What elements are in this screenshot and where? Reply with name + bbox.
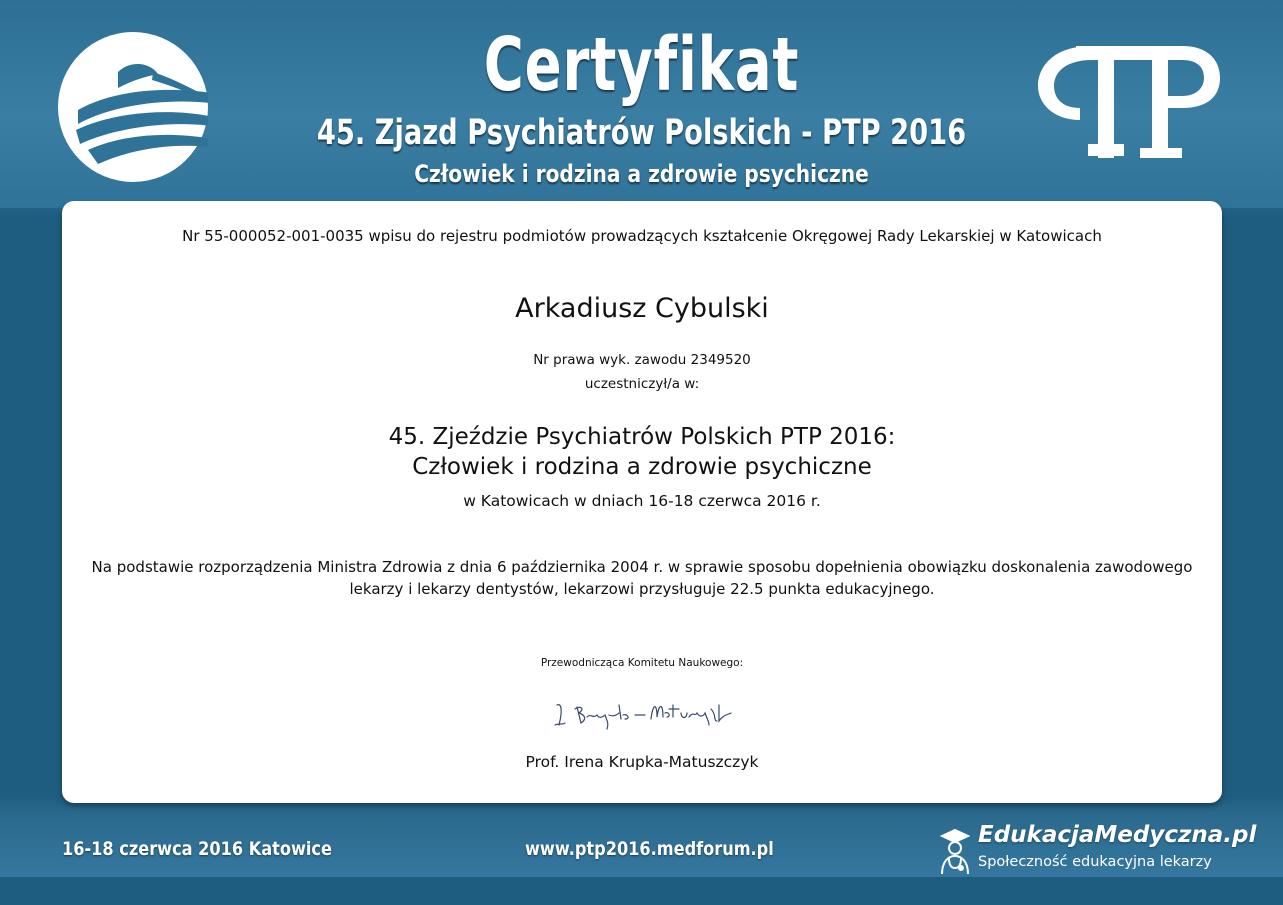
event-name-line: 45. Zjeździe Psychiatrów Polskich PTP 2016: — [388, 424, 896, 450]
legal-basis-line-2: lekarzy i lekarzy dentystów, lekarzowi przysługuje 22.5 punkta edukacyjnego. — [349, 580, 935, 598]
participation-line: uczestniczył/a w: — [584, 376, 700, 392]
brand-name: EdukacjaMedyczna.pl — [978, 822, 1257, 848]
footer-dates-place: 16-18 czerwca 2016 Katowice — [62, 838, 332, 860]
event-dates-line: w Katowicach w dniach 16-18 czerwca 2016 r. — [463, 492, 821, 510]
signer-name: Prof. Irena Krupka-Matuszczyk — [525, 753, 759, 771]
participant-name: Arkadiusz Cybulski — [515, 293, 769, 324]
certificate-card — [62, 201, 1222, 803]
chair-label: Przewodnicząca Komitetu Naukowego: — [540, 657, 744, 669]
edukacja-medyczna-brand[interactable] — [938, 822, 1257, 880]
footer-website-link[interactable]: www.ptp2016.medforum.pl — [525, 838, 774, 860]
brand-tagline: Społeczność edukacyjna lekarzy — [978, 854, 1212, 870]
event-theme-line: Człowiek i rodzina a zdrowie psychiczne — [412, 454, 872, 480]
certificate-title: Certyfikat — [483, 22, 800, 108]
congress-theme: Człowiek i rodzina a zdrowie psychiczne — [414, 160, 869, 188]
doctor-graduate-icon — [938, 826, 972, 876]
congress-subtitle: 45. Zjazd Psychiatrów Polskich - PTP 2016 — [316, 113, 967, 153]
legal-basis-paragraph — [62, 556, 1222, 600]
registry-number-line: Nr 55-000052-001-0035 wpisu do rejestru podmiotów prowadzących kształcenie Okręgowej Rady Lekarskiej w Katowicach — [182, 227, 1102, 245]
handwritten-signature — [547, 695, 747, 735]
license-number-line: Nr prawa wyk. zawodu 2349520 — [533, 352, 751, 368]
legal-basis-line-1: Na podstawie rozporządzenia Ministra Zdrowia z dnia 6 października 2004 r. w sprawie sposobu dopełnienia obowiązku doskonalenia zawodowego — [91, 558, 1193, 576]
